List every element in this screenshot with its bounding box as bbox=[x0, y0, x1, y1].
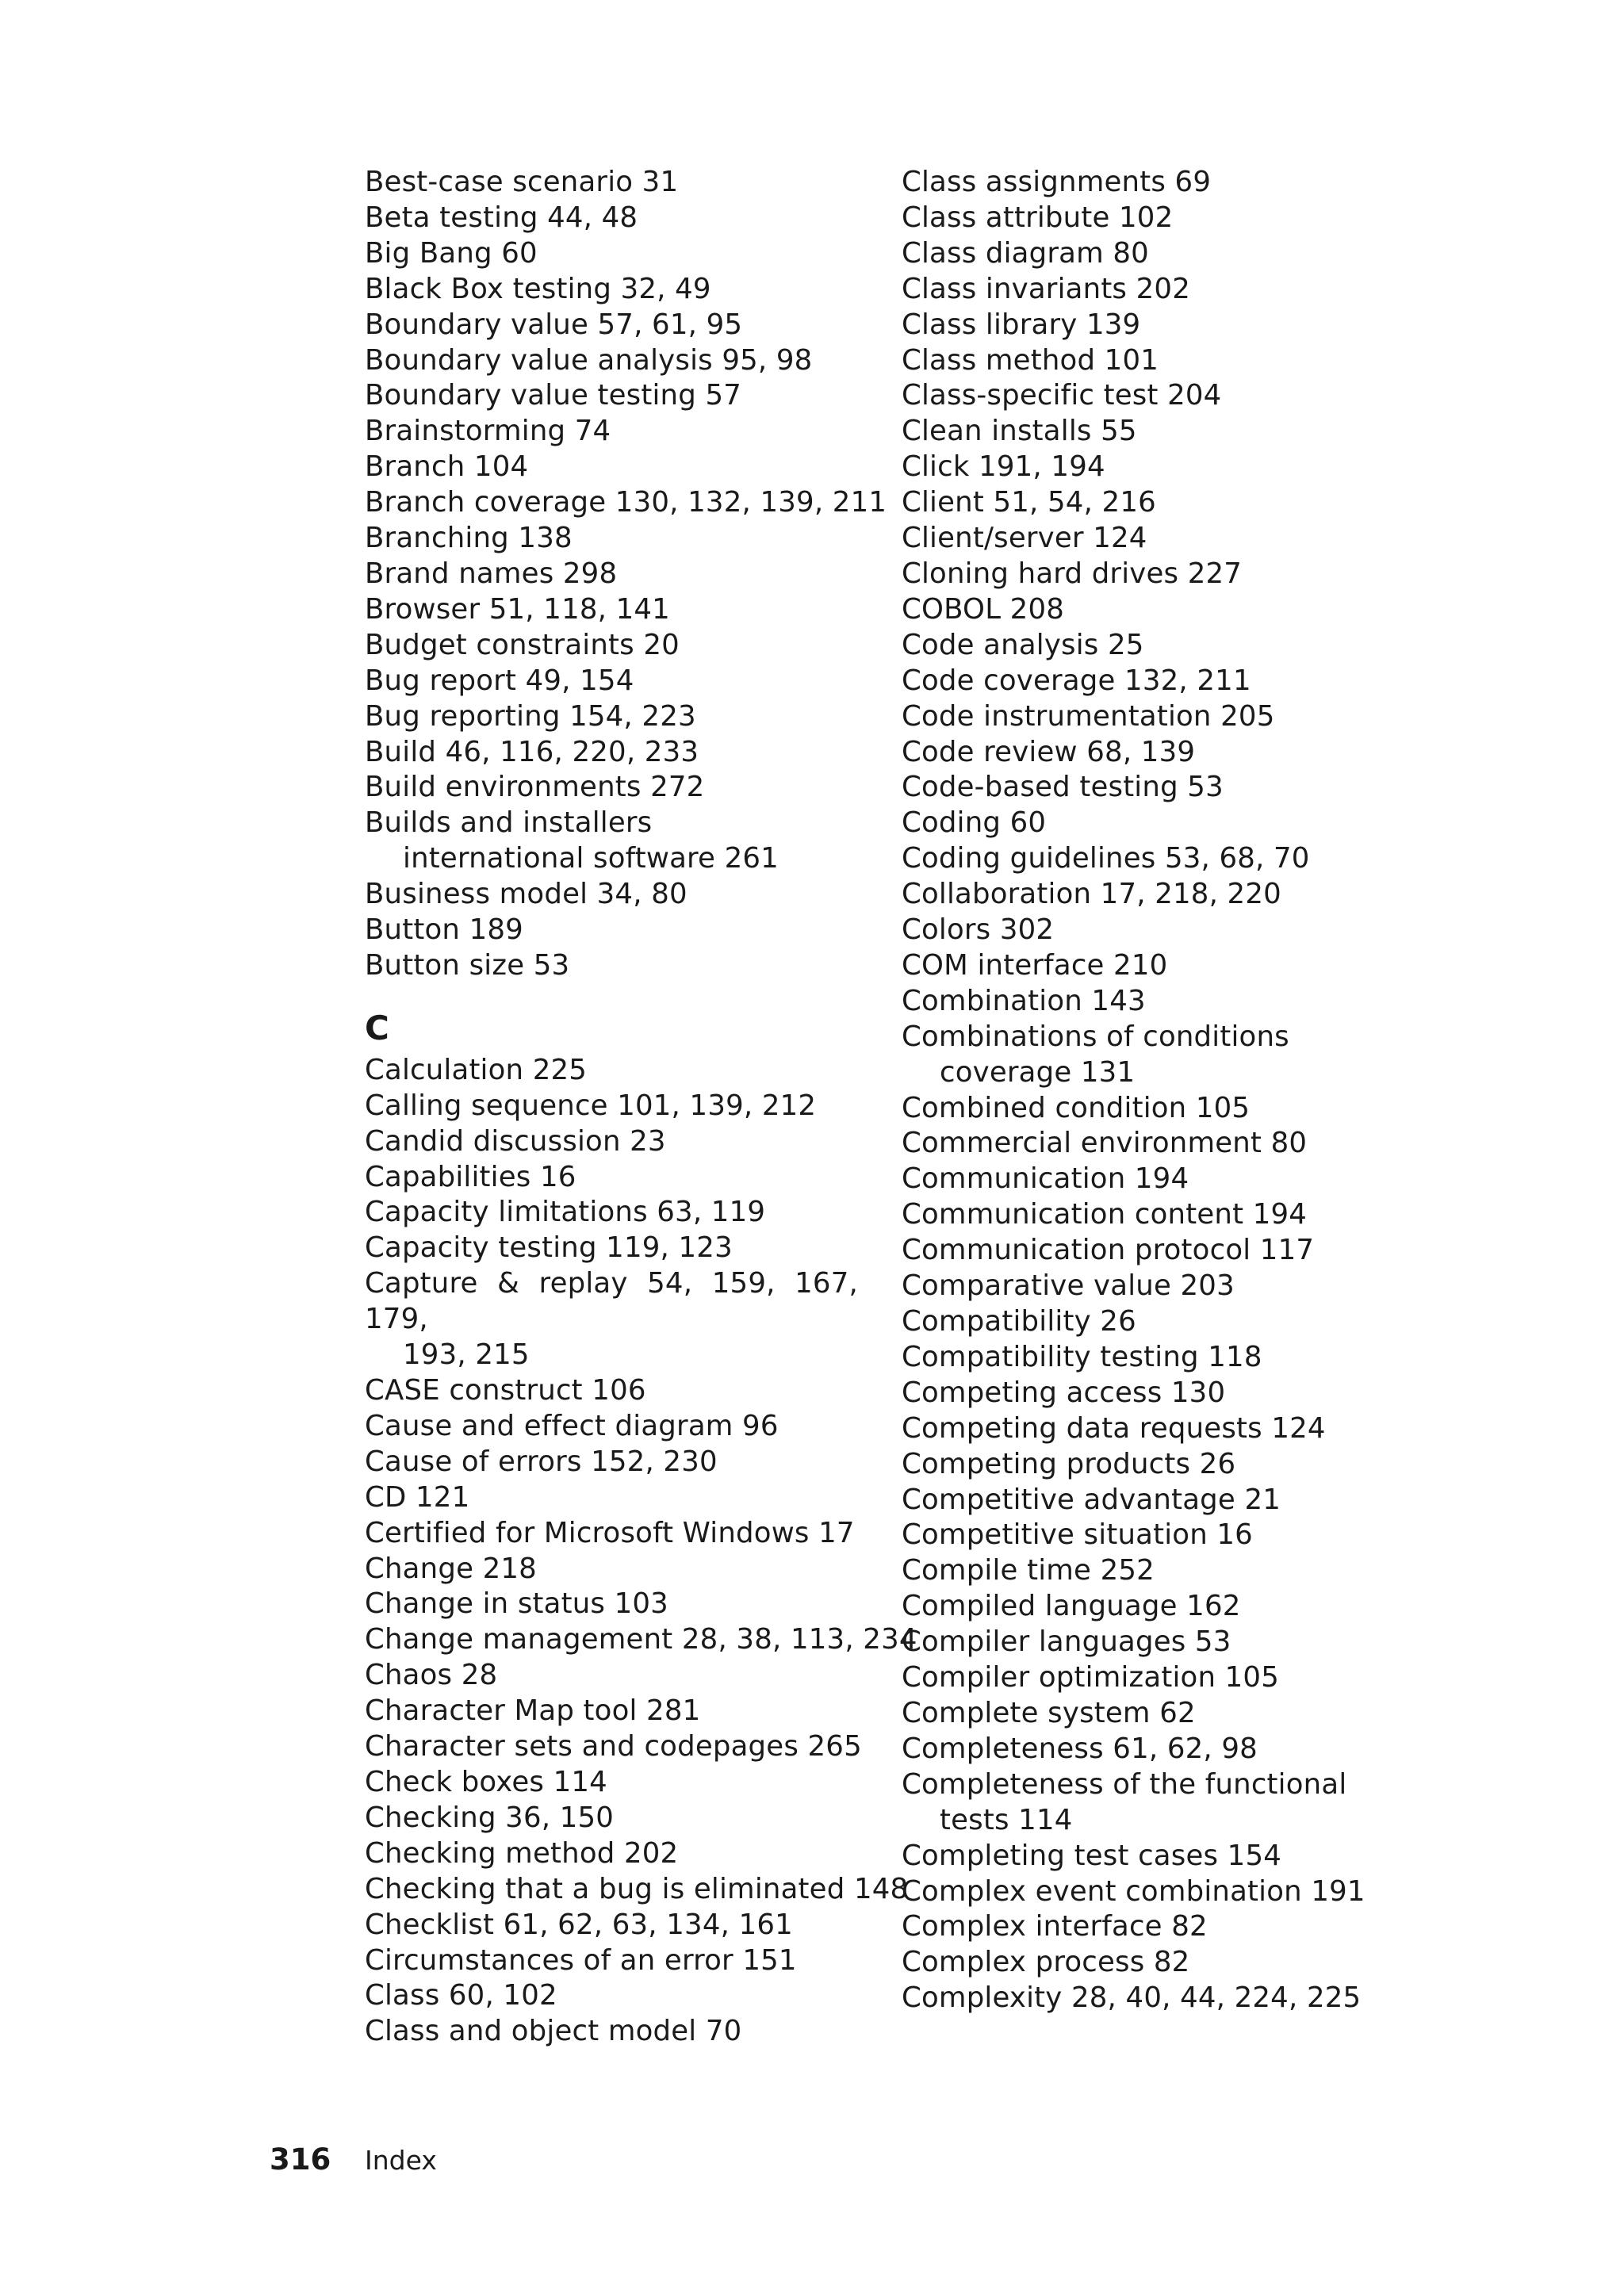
index-entry: Checking method 202 bbox=[365, 1836, 679, 1870]
index-entry: Cloning hard drives 227 bbox=[902, 557, 1243, 590]
index-entry: Complexity 28, 40, 44, 224, 225 bbox=[902, 1981, 1362, 2015]
index-entry: Competitive situation 16 bbox=[902, 1518, 1253, 1552]
index-entry: Build 46, 116, 220, 233 bbox=[365, 735, 699, 768]
index-entry: Brainstorming 74 bbox=[365, 415, 611, 448]
index-group-b bbox=[365, 165, 887, 984]
index-entry: Change in status 103 bbox=[365, 1587, 668, 1621]
index-entry: Branch coverage 130, 132, 139, 211 bbox=[365, 486, 887, 519]
index-entry: Client 51, 54, 216 bbox=[902, 486, 1156, 519]
index-entry: Capacity limitations 63, 119 bbox=[365, 1196, 766, 1229]
index-entry: Coding 60 bbox=[902, 806, 1047, 840]
index-entry-continuation: tests 114 bbox=[940, 1803, 1073, 1836]
index-entry: Communication 194 bbox=[902, 1162, 1189, 1196]
index-entry: Collaboration 17, 218, 220 bbox=[902, 878, 1281, 911]
index-entry: Class and object model 70 bbox=[365, 2015, 742, 2048]
index-entry: Complete system 62 bbox=[902, 1696, 1196, 1729]
index-entry: Branch 104 bbox=[365, 450, 529, 484]
index-entry: Compiler optimization 105 bbox=[902, 1661, 1279, 1694]
index-entry: Certified for Microsoft Windows 17 bbox=[365, 1516, 855, 1549]
index-entry: Complex event combination 191 bbox=[902, 1874, 1365, 1908]
index-entry: Change management 28, 38, 113, 234 bbox=[365, 1623, 917, 1656]
index-column-right bbox=[902, 165, 1409, 2016]
index-entry: Checking 36, 150 bbox=[365, 1801, 615, 1834]
index-entry: Compatibility 26 bbox=[902, 1305, 1136, 1338]
index-entry: Builds and installers bbox=[365, 806, 653, 840]
index-entry: Branching 138 bbox=[365, 522, 573, 555]
index-entry: Combined condition 105 bbox=[902, 1091, 1251, 1124]
page-number: 316 bbox=[270, 2142, 331, 2177]
index-entry: Calculation 225 bbox=[365, 1053, 588, 1086]
index-entry: Complex process 82 bbox=[902, 1946, 1190, 1979]
index-entry: Completeness of the functional bbox=[902, 1767, 1347, 1801]
running-footer-label: Index bbox=[365, 2145, 437, 2176]
index-entry: Completeness 61, 62, 98 bbox=[902, 1732, 1258, 1765]
index-entry: Beta testing 44, 48 bbox=[365, 201, 638, 234]
index-entry: Checklist 61, 62, 63, 134, 161 bbox=[365, 1908, 793, 1941]
index-entry: Class assignments 69 bbox=[902, 166, 1212, 198]
index-entry: Click 191, 194 bbox=[902, 450, 1105, 484]
index-entry: Cause of errors 152, 230 bbox=[365, 1445, 718, 1478]
index-entry: Code analysis 25 bbox=[902, 628, 1144, 661]
index-entry: Client/server 124 bbox=[902, 522, 1147, 555]
index-entry: Boundary value 57, 61, 95 bbox=[365, 308, 743, 341]
index-entry: Compiler languages 53 bbox=[902, 1625, 1231, 1659]
index-entry: Competing products 26 bbox=[902, 1447, 1236, 1480]
index-entry: Best-case scenario 31 bbox=[365, 166, 679, 198]
index-entry: Colors 302 bbox=[902, 913, 1055, 947]
index-entry: Black Box testing 32, 49 bbox=[365, 272, 711, 305]
index-entry: COM interface 210 bbox=[902, 948, 1168, 982]
page-footer bbox=[270, 2142, 437, 2178]
index-entry-continuation: 193, 215 bbox=[403, 1338, 530, 1372]
index-entry: Bug report 49, 154 bbox=[365, 664, 634, 697]
index-entry: Communication protocol 117 bbox=[902, 1234, 1315, 1267]
index-entry: Code coverage 132, 211 bbox=[902, 664, 1251, 697]
index-entry: Capabilities 16 bbox=[365, 1160, 576, 1193]
index-entry: Chaos 28 bbox=[365, 1659, 498, 1692]
index-entry: Completing test cases 154 bbox=[902, 1839, 1282, 1872]
index-entry: Compile time 252 bbox=[902, 1554, 1155, 1587]
index-entry: Change 218 bbox=[365, 1552, 537, 1585]
index-entry: Compatibility testing 118 bbox=[902, 1340, 1262, 1373]
index-entry: Competing data requests 124 bbox=[902, 1411, 1326, 1445]
index-entry: Browser 51, 118, 141 bbox=[365, 592, 670, 626]
index-entry: Button size 53 bbox=[365, 948, 570, 982]
index-entry: Class diagram 80 bbox=[902, 236, 1149, 270]
index-entry: Check boxes 114 bbox=[365, 1765, 607, 1798]
index-entry-continuation: coverage 131 bbox=[940, 1055, 1136, 1089]
index-entry: Combination 143 bbox=[902, 984, 1146, 1017]
index-group-c bbox=[365, 1053, 917, 2050]
index-entry: Class attribute 102 bbox=[902, 201, 1174, 234]
index-entry: Brand names 298 bbox=[365, 557, 618, 590]
index-entry: Class method 101 bbox=[902, 343, 1159, 377]
index-entry: Character sets and codepages 265 bbox=[365, 1730, 862, 1763]
index-entry: Complex interface 82 bbox=[902, 1910, 1208, 1943]
index-entry: Circumstances of an error 151 bbox=[365, 1943, 797, 1977]
index-entry: Coding guidelines 53, 68, 70 bbox=[902, 842, 1310, 875]
index-entry: Commercial environment 80 bbox=[902, 1127, 1308, 1160]
index-entry: Bug reporting 154, 223 bbox=[365, 699, 696, 733]
index-entry: Comparative value 203 bbox=[902, 1269, 1235, 1303]
index-entry: Class invariants 202 bbox=[902, 272, 1190, 305]
index-entry: Capacity testing 119, 123 bbox=[365, 1231, 733, 1265]
index-entry: Business model 34, 80 bbox=[365, 878, 688, 911]
index-entry: Button 189 bbox=[365, 913, 523, 947]
index-entry: CASE construct 106 bbox=[365, 1374, 646, 1407]
index-entry: COBOL 208 bbox=[902, 592, 1065, 626]
index-entry: Code review 68, 139 bbox=[902, 735, 1196, 768]
index-entry: CD 121 bbox=[365, 1480, 470, 1514]
index-entry: Budget constraints 20 bbox=[365, 628, 680, 661]
index-entry: Calling sequence 101, 139, 212 bbox=[365, 1089, 817, 1122]
index-entry: Code instrumentation 205 bbox=[902, 699, 1275, 733]
index-column-left bbox=[365, 165, 917, 2050]
index-entry: Boundary value testing 57 bbox=[365, 379, 742, 412]
index-entry: Candid discussion 23 bbox=[365, 1124, 666, 1158]
index-entry: Competitive advantage 21 bbox=[902, 1483, 1281, 1516]
index-entry: Communication content 194 bbox=[902, 1198, 1308, 1231]
index-entry: Code-based testing 53 bbox=[902, 771, 1224, 804]
index-entry: Big Bang 60 bbox=[365, 236, 538, 270]
index-entry: Competing access 130 bbox=[902, 1376, 1226, 1409]
index-entry: Clean installs 55 bbox=[902, 415, 1137, 448]
index-entry: Cause and effect diagram 96 bbox=[365, 1409, 779, 1442]
index-entry: Class library 139 bbox=[902, 308, 1141, 341]
section-letter-heading: C bbox=[365, 1008, 390, 1047]
index-entry: Build environments 272 bbox=[365, 771, 705, 804]
index-entry: Combinations of conditions bbox=[902, 1020, 1289, 1053]
index-entry: Capture & replay 54, 159, 167, 179, bbox=[365, 1267, 858, 1336]
index-entry: Character Map tool 281 bbox=[365, 1694, 701, 1728]
index-entry: Class-specific test 204 bbox=[902, 379, 1222, 412]
index-subentry: international software 261 bbox=[403, 842, 779, 875]
index-entry: Compiled language 162 bbox=[902, 1590, 1241, 1623]
index-entry: Class 60, 102 bbox=[365, 1979, 557, 2012]
index-entry: Boundary value analysis 95, 98 bbox=[365, 343, 813, 377]
index-entry: Checking that a bug is eliminated 148 bbox=[365, 1872, 909, 1905]
